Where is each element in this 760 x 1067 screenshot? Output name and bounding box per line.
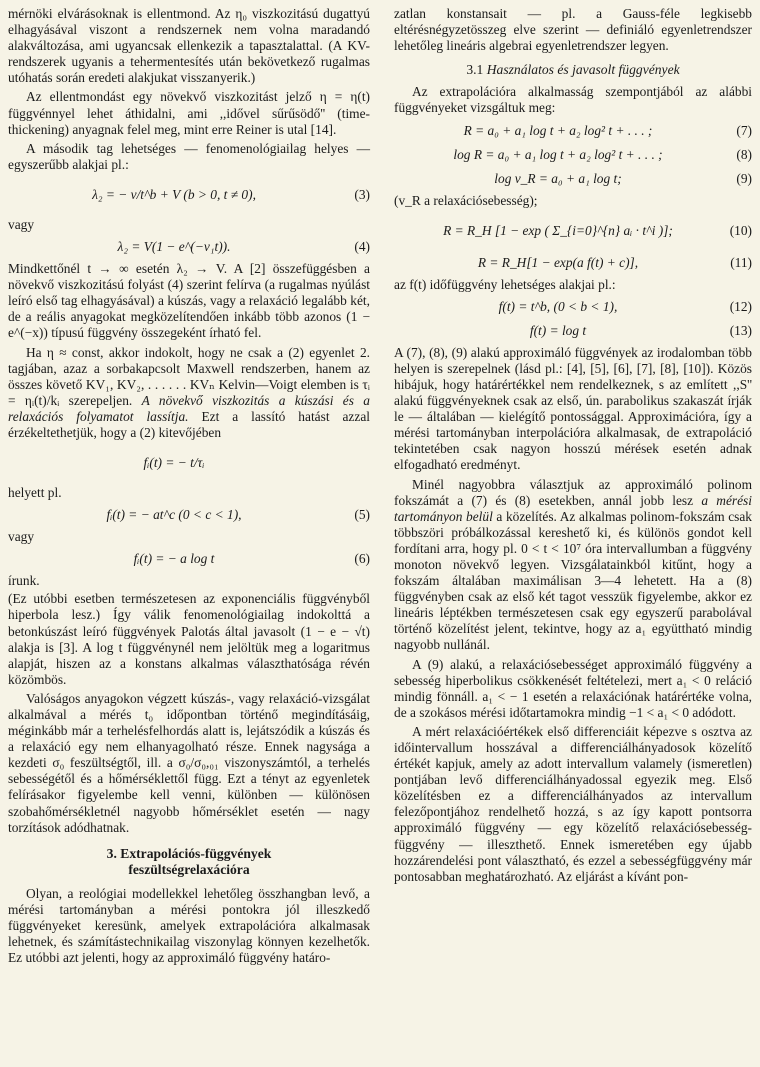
paragraph: Az extrapolációra alkalmasság szempontjából az alábbi függvényeket vizsgáltuk meg: bbox=[394, 84, 752, 116]
equation-5 bbox=[8, 505, 370, 525]
paragraph: (Ez utóbbi esetben természetesen az exponenciális függvényből hiperbola lesz.) Így válik fenomenológiailag indokolttá a betonkúszást leíró függvények Palotás által javasolt (1 − e − √t) alakja is [3]. A log t függvénynél nem jelöltük meg a logaritmus alapját, hiszen az a konstans alkalmas választhatósága révén közömbös. bbox=[8, 591, 370, 687]
paragraph: Mindkettőnél t → ∞ esetén λ₂ → V. A [2] összefüggésben a növekvő viszkozitású folyást (4) szerint felírva (a rugalmas nyúlást leíró első tag elhagyásával) a kúszás, vagy a relaxáció legalább két, de a reális anyagokat megközelítendően inkább több azonos (1 − e^(−x)) típusú függvény összegeként írható fel. bbox=[8, 261, 370, 341]
equation-number: (10) bbox=[729, 222, 752, 238]
equation-12 bbox=[394, 297, 752, 317]
section-heading bbox=[8, 846, 370, 878]
equation-body: λ₂ = V(1 − e^(−v₁t)). bbox=[117, 238, 231, 254]
equation-number: (12) bbox=[729, 298, 752, 314]
connector-text: (v_R a relaxációsebesség); bbox=[394, 192, 538, 208]
equation-body: fᵢ(t) = − a log t bbox=[133, 551, 215, 567]
equation-body: f(t) = log t bbox=[529, 322, 587, 338]
paragraph: Valóságos anyagokon végzett kúszás-, vagy relaxáció-vizsgálat alkalmával a mérés t₀ időpontban történő megindításáig, méginkább már a terhelésfelhordás alatt is, lejátszódik a kúszás és a relaxáció egy nem elhanyagolható része. Ennek nagysága a kezdeti σ₀ feszültségtől, ill. a σ₀/σ₀,₀₁ viszonyszámtól, a terhelés sebességétől és a hőmérséklettől függ. Ezt a tényt az egyenletek felírásakor figyelembe kell venni, különben — különösen szobahőmérsékletnél nagyobb hőmérséklet esetén — nagy torzítások adódhatnak. bbox=[8, 690, 370, 835]
equation-body: log v_R = a₀ + a₁ log t; bbox=[494, 170, 622, 186]
equation-body: f(t) = t^b, (0 < b < 1), bbox=[498, 298, 618, 314]
paragraph-text: Minél nagyobbra választjuk az approximáló polinom fokszámát a (7) és (8) esetekben, annál jobb lesz bbox=[394, 476, 752, 508]
equation-13 bbox=[394, 321, 752, 341]
connector-text: az f(t) időfüggvény lehetséges alakjai pl.: bbox=[394, 276, 616, 292]
equation-number: (7) bbox=[736, 122, 752, 138]
emphasized-text: A növekvő viszkozitás a kúszási és a relaxációs folyamatot lassítja. bbox=[8, 392, 370, 424]
paragraph: Az ellentmondást egy növekvő viszkozitást jelző η = η(t) függvénnyel lehet áthidalni, ami ,,idővel sűrűsödő'' (time-thickening) anyagnak felel meg, mint erre Reiner is utal [14]. bbox=[8, 89, 370, 137]
equation-8 bbox=[394, 145, 752, 165]
equation-number: (13) bbox=[729, 322, 752, 338]
emphasized-text: a mérési tartományon belül bbox=[394, 492, 752, 524]
equation-4 bbox=[8, 237, 370, 257]
paragraph bbox=[8, 345, 370, 442]
paragraph: A (9) alakú, a relaxációsebességet approximáló függvény a sebesség hiperbolikus csökkenését feltételezi, mert a₁ < 0 reláció mindig fönnáll. a₁ < − 1 esetén a relaxációnak határértéke volna, de a szokásos mérési időtartamokra mindig −1 < a₁ < 0 adódott. bbox=[394, 656, 752, 720]
connector-text: vagy bbox=[8, 529, 35, 545]
connector-text: írunk. bbox=[8, 573, 40, 589]
subsection-number: 3.1 bbox=[466, 62, 484, 78]
equation-3 bbox=[8, 177, 370, 213]
paragraph: A mért relaxációértékek első differenciáit képezve s osztva az időintervallum hosszával a differenciálhányadosok közelítő értékét kapjuk, amely az adott intervallum valamely (ismeretlen) pontjában levő differenciálhányadossal egyezik meg. Első közelítésben ez a differenciálhányados az intervallum felezőpontjához rendelhető hozzá, s az így kapott pontsorra approximáló függvény — egy közelítő relaxációsebesség-függvény — illeszthető. Ennek ismeretében egy újabb hozzárendelési pont választható, és ezzel a sebességfüggvény már pontosabban meghatározható. Az eljárást a kívánt pon- bbox=[394, 723, 752, 884]
right-column bbox=[394, 6, 752, 888]
equation-body: fᵢ(t) = − t/τᵢ bbox=[143, 455, 205, 471]
equation-number: (6) bbox=[354, 551, 370, 567]
equation-number: (3) bbox=[354, 186, 370, 202]
equation-number: (9) bbox=[736, 170, 752, 186]
equation-number: (4) bbox=[354, 238, 370, 254]
subsection-heading bbox=[394, 62, 752, 78]
equation-body: R = a₀ + a₁ log t + a₂ log² t + . . . ; bbox=[463, 122, 653, 138]
paragraph-text: a közelítés. Az alkalmas polinom-fokszám csak többszöri próbálkozással kereshető ki, és különös gondot kell fordítani arra, hogy pl. 0 < t < 10⁷ óra intervallumban a függvény monoton növekvő legyen. Vizsgálatainkból kitűnt, hogy a fokszám általában maximálisan 3—4 lehetett. Ha a (8) függvényben csak az első két tagot vesszük figyelembe, akkor ez lineáris léptékben természetesen csak egy egyszerű parabolával történő közelítést jelent, tekintve, hogy az a₁ együttható mindig nagyobb nullánál. bbox=[394, 508, 753, 653]
equation-9 bbox=[394, 169, 752, 189]
paragraph-text: Ezt a lassító hatást azzal érzékeltethetjük, hogy a (2) kitevőjében bbox=[8, 408, 370, 440]
paragraph bbox=[394, 477, 752, 654]
equation-f bbox=[8, 445, 370, 481]
subsection-title: Használatos és javasolt függvények bbox=[486, 62, 680, 78]
equation-body: log R = a₀ + a₁ log t + a₂ log² t + . . . ; bbox=[453, 146, 663, 162]
paragraph-text: Ha η ≈ const, akkor indokolt, hogy ne csak a (2) egyenlet 2. tagjában, azaz a sorbakapcsolt Maxwell rendszerben, hanem az összes követő KV₁, KV₂, . . . . . . KVₙ Kelvin—Voigt elemben is τᵢ = ηᵢ(t)/kᵢ szerepeljen. bbox=[8, 344, 370, 408]
equation-10 bbox=[394, 213, 752, 249]
equation-11 bbox=[394, 253, 752, 273]
equation-6 bbox=[8, 549, 370, 569]
equation-number: (8) bbox=[736, 146, 752, 162]
equation-number: (11) bbox=[730, 254, 752, 270]
paragraph: A második tag lehetséges — fenomenológiailag helyes — egyszerűbb alakjai pl.: bbox=[8, 140, 370, 172]
connector-text: helyett pl. bbox=[8, 485, 62, 501]
connector-text: vagy bbox=[8, 216, 35, 232]
equation-body: R = R_H [1 − exp ( Σ_{i=0}^{n} aᵢ · t^i )]; bbox=[443, 222, 673, 238]
equation-body: fᵢ(t) = − at^c (0 < c < 1), bbox=[106, 507, 242, 523]
equation-number: (5) bbox=[354, 507, 370, 523]
left-column bbox=[8, 6, 370, 969]
equation-7 bbox=[394, 121, 752, 141]
section-heading-line: 3. Extrapolációs-függvények bbox=[106, 845, 272, 861]
equation-body: R = R_H[1 − exp(a f(t) + c)], bbox=[477, 254, 639, 270]
paragraph: zatlan konstansait — pl. a Gauss-féle legkisebb eltérésnégyzetösszeg elve szerint — definiáló egyenletrendszer lehetőleg lineáris algebrai egyenletrendszer legyen. bbox=[394, 6, 752, 54]
equation-body: λ₂ = − v/t^b + V (b > 0, t ≠ 0), bbox=[92, 186, 256, 202]
paragraph: A (7), (8), (9) alakú approximáló függvények az irodalomban több helyen is szerepelnek (lásd pl.: [4], [5], [6], [7], [8], [10]). Közös hibájuk, hogy határértékkel nem rendelkeznek, s az említett ,,S'' alakú függvényeknek csak az első, ún. parabolikus szakaszát írják le — általában — kielégítő pontossággal. Approximációra, így a mérési tartományban interpolációra alkalmasak, de extrapoláció tekintetében csak nagyon hosszú mérések esetén adnak elfogadható eredményt. bbox=[394, 344, 752, 473]
section-heading-line: feszültségrelaxációra bbox=[128, 861, 250, 877]
paragraph: Olyan, a reológiai modellekkel lehetőleg összhangban levő, a mérési tartományban a mérési pontokra jól illeszkedő függvényeket keresünk, amelyek extrapolációra alkalmasak lehetnek, és számítástechnikailag viszonylag könnyen kezelhetők. Ez utóbbi azt jelenti, hogy az approximáló függvény határo- bbox=[8, 885, 370, 966]
paragraph: mérnöki elvárásoknak is ellentmond. Az η₀ viszkozitású dugattyú elhagyásával viszont a rendszernek nem volna maradandó alakváltozása, ami ugyancsak ellenkezik a tapasztalattal. (A KV-rendszerek ugyanis a tehermentesítés után bekövetkező rugalmas utóhatás során eredeti alakjukat visszanyerik.) bbox=[8, 6, 370, 86]
